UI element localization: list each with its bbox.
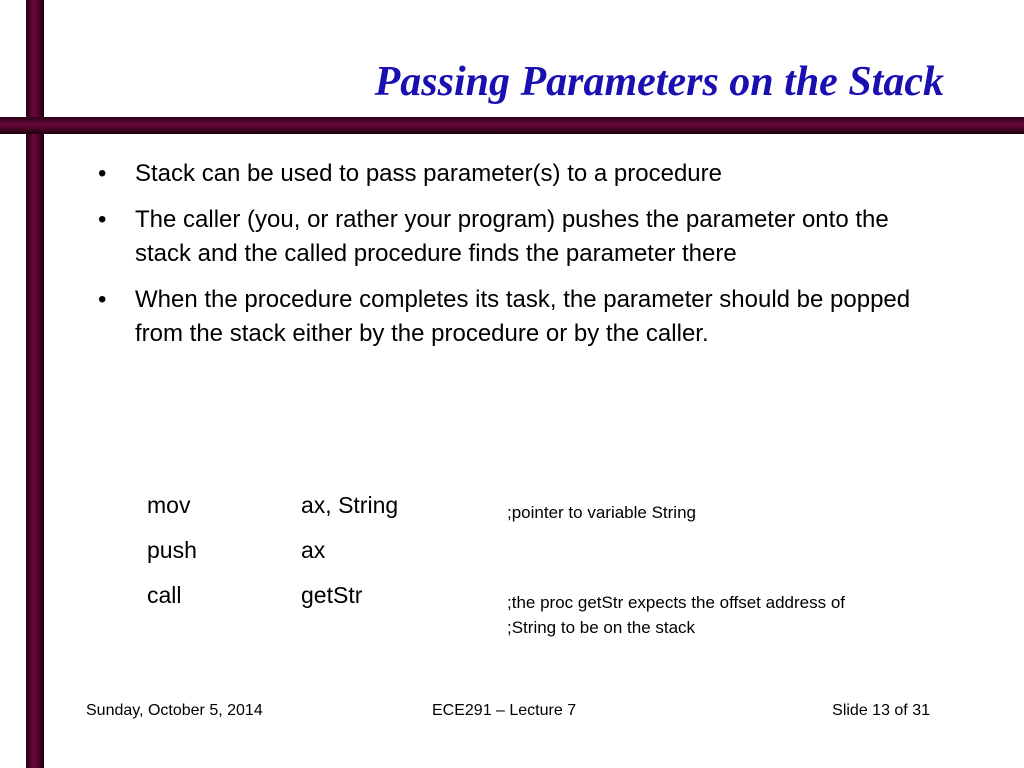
bullet-text: When the procedure completes its task, the parameter should be popped from the stack either by the procedure or by the caller.	[135, 286, 911, 347]
vertical-frame-bar	[26, 0, 44, 768]
code-comment: ;the proc getStr expects the offset address of ;String to be on the stack	[507, 593, 845, 637]
bullet-item	[98, 157, 938, 191]
code-comment: ;pointer to variable String	[507, 503, 696, 522]
bullet-item	[98, 203, 938, 271]
bullet-text: Stack can be used to pass parameter(s) to a procedure	[135, 160, 722, 187]
footer-slide-number: Slide 13 of 31	[832, 702, 930, 719]
code-row	[147, 537, 947, 582]
footer-date: Sunday, October 5, 2014	[86, 702, 263, 719]
code-operand: ax, String	[301, 492, 399, 518]
code-instruction: call	[147, 582, 182, 608]
code-listing	[147, 492, 947, 654]
bullet-marker: •	[98, 160, 107, 187]
code-row	[147, 492, 947, 537]
code-instruction: push	[147, 537, 197, 563]
bullet-list	[98, 157, 938, 363]
bullet-marker: •	[98, 206, 107, 233]
horizontal-frame-bar	[0, 117, 1024, 134]
code-row	[147, 582, 947, 654]
code-instruction: mov	[147, 492, 191, 518]
footer-course: ECE291 – Lecture 7	[432, 702, 577, 719]
bullet-marker: •	[98, 286, 107, 313]
bullet-text: The caller (you, or rather your program) pushes the parameter onto the stack and the called procedure finds the parameter there	[135, 206, 889, 267]
slide-title: Passing Parameters on the Stack	[374, 59, 944, 105]
code-operand: getStr	[301, 582, 363, 608]
bullet-item	[98, 283, 938, 351]
code-operand: ax	[301, 537, 326, 563]
